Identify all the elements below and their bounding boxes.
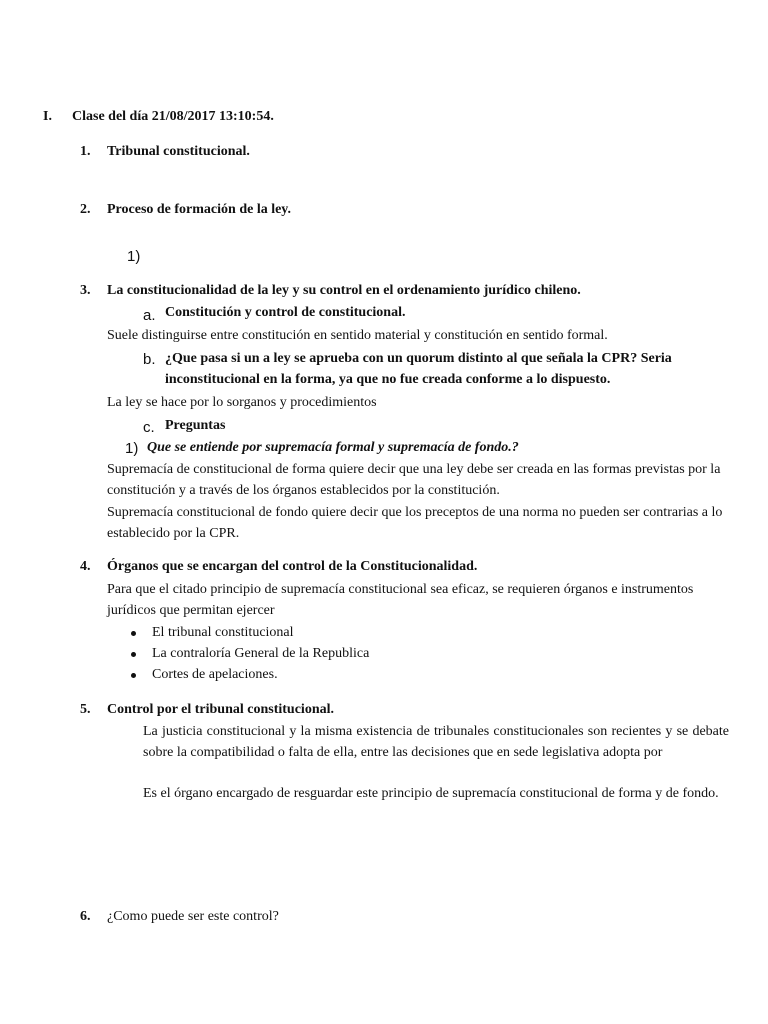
section-2-sub-marker: 1) <box>127 248 141 265</box>
bullet-item: El tribunal constitucional <box>152 625 294 640</box>
section-4-title: Órganos que se encargan del control de la Constitucionalidad. <box>107 559 478 574</box>
bullet-dot <box>131 652 136 657</box>
section-5-title: Control por el tribunal constitucional. <box>107 702 335 717</box>
item-a-title: Constitución y control de constitucional. <box>165 305 406 320</box>
section-1-number: 1. <box>80 144 91 159</box>
section-4-body: Para que el citado principio de supremacía constitucional sea eficaz, se requieren órganos e instrumentos jurídicos que permitan ejercer <box>107 582 694 618</box>
section-6-title: ¿Como puede ser este control? <box>107 909 279 924</box>
section-5-para1: La justicia constitucional y la misma existencia de tribunales constitucionales son recientes y se debate sobre la compatibilidad o falta de ella, entre las decisiones que en sede legislativa adopta por <box>143 724 729 760</box>
item-c-marker: c. <box>143 419 155 436</box>
question-marker: 1) <box>125 440 139 457</box>
bullet-dot <box>131 631 136 636</box>
item-b-body: La ley se hace por lo sorganos y procedimientos <box>107 395 377 410</box>
section-2-number: 2. <box>80 202 91 217</box>
item-c-title: Preguntas <box>165 418 226 433</box>
answer-formal: Supremacía de constitucional de forma quiere decir que una ley debe ser creada en las formas previstas por la constitución y a través de los órganos establecidos por la constitución. <box>107 462 721 498</box>
class-heading: Clase del día 21/08/2017 13:10:54. <box>72 109 274 124</box>
question-text: Que se entiende por supremacía formal y supremacía de fondo.? <box>147 440 519 455</box>
section-3-title: La constitucionalidad de la ley y su control en el ordenamiento jurídico chileno. <box>107 283 581 298</box>
answer-fondo: Supremacía constitucional de fondo quiere decir que los preceptos de una norma no pueden ser contrarias a lo establecido por la CPR. <box>107 505 723 541</box>
section-1-title: Tribunal constitucional. <box>107 144 250 159</box>
section-5-number: 5. <box>80 702 91 717</box>
section-5-para2: Es el órgano encargado de resguardar este principio de supremacía constitucional de forma y de fondo. <box>143 786 719 801</box>
heading-marker: I. <box>43 109 52 124</box>
bullet-item: La contraloría General de la Republica <box>152 646 370 661</box>
section-4-number: 4. <box>80 559 91 574</box>
section-2-title: Proceso de formación de la ley. <box>107 202 292 217</box>
item-a-marker: a. <box>143 307 156 324</box>
item-b-title-line2: inconstitucional en la forma, ya que no fue creada conforme a lo dispuesto. <box>165 372 611 387</box>
item-a-body: Suele distinguirse entre constitución en sentido material y constitución en sentido formal. <box>107 328 608 343</box>
item-b-marker: b. <box>143 351 156 368</box>
section-6-number: 6. <box>80 909 91 924</box>
bullet-item: Cortes de apelaciones. <box>152 667 278 682</box>
bullet-dot <box>131 673 136 678</box>
item-b-title-line1: ¿Que pasa si un a ley se aprueba con un quorum distinto al que señala la CPR? Seria <box>165 351 672 366</box>
section-3-number: 3. <box>80 283 91 298</box>
